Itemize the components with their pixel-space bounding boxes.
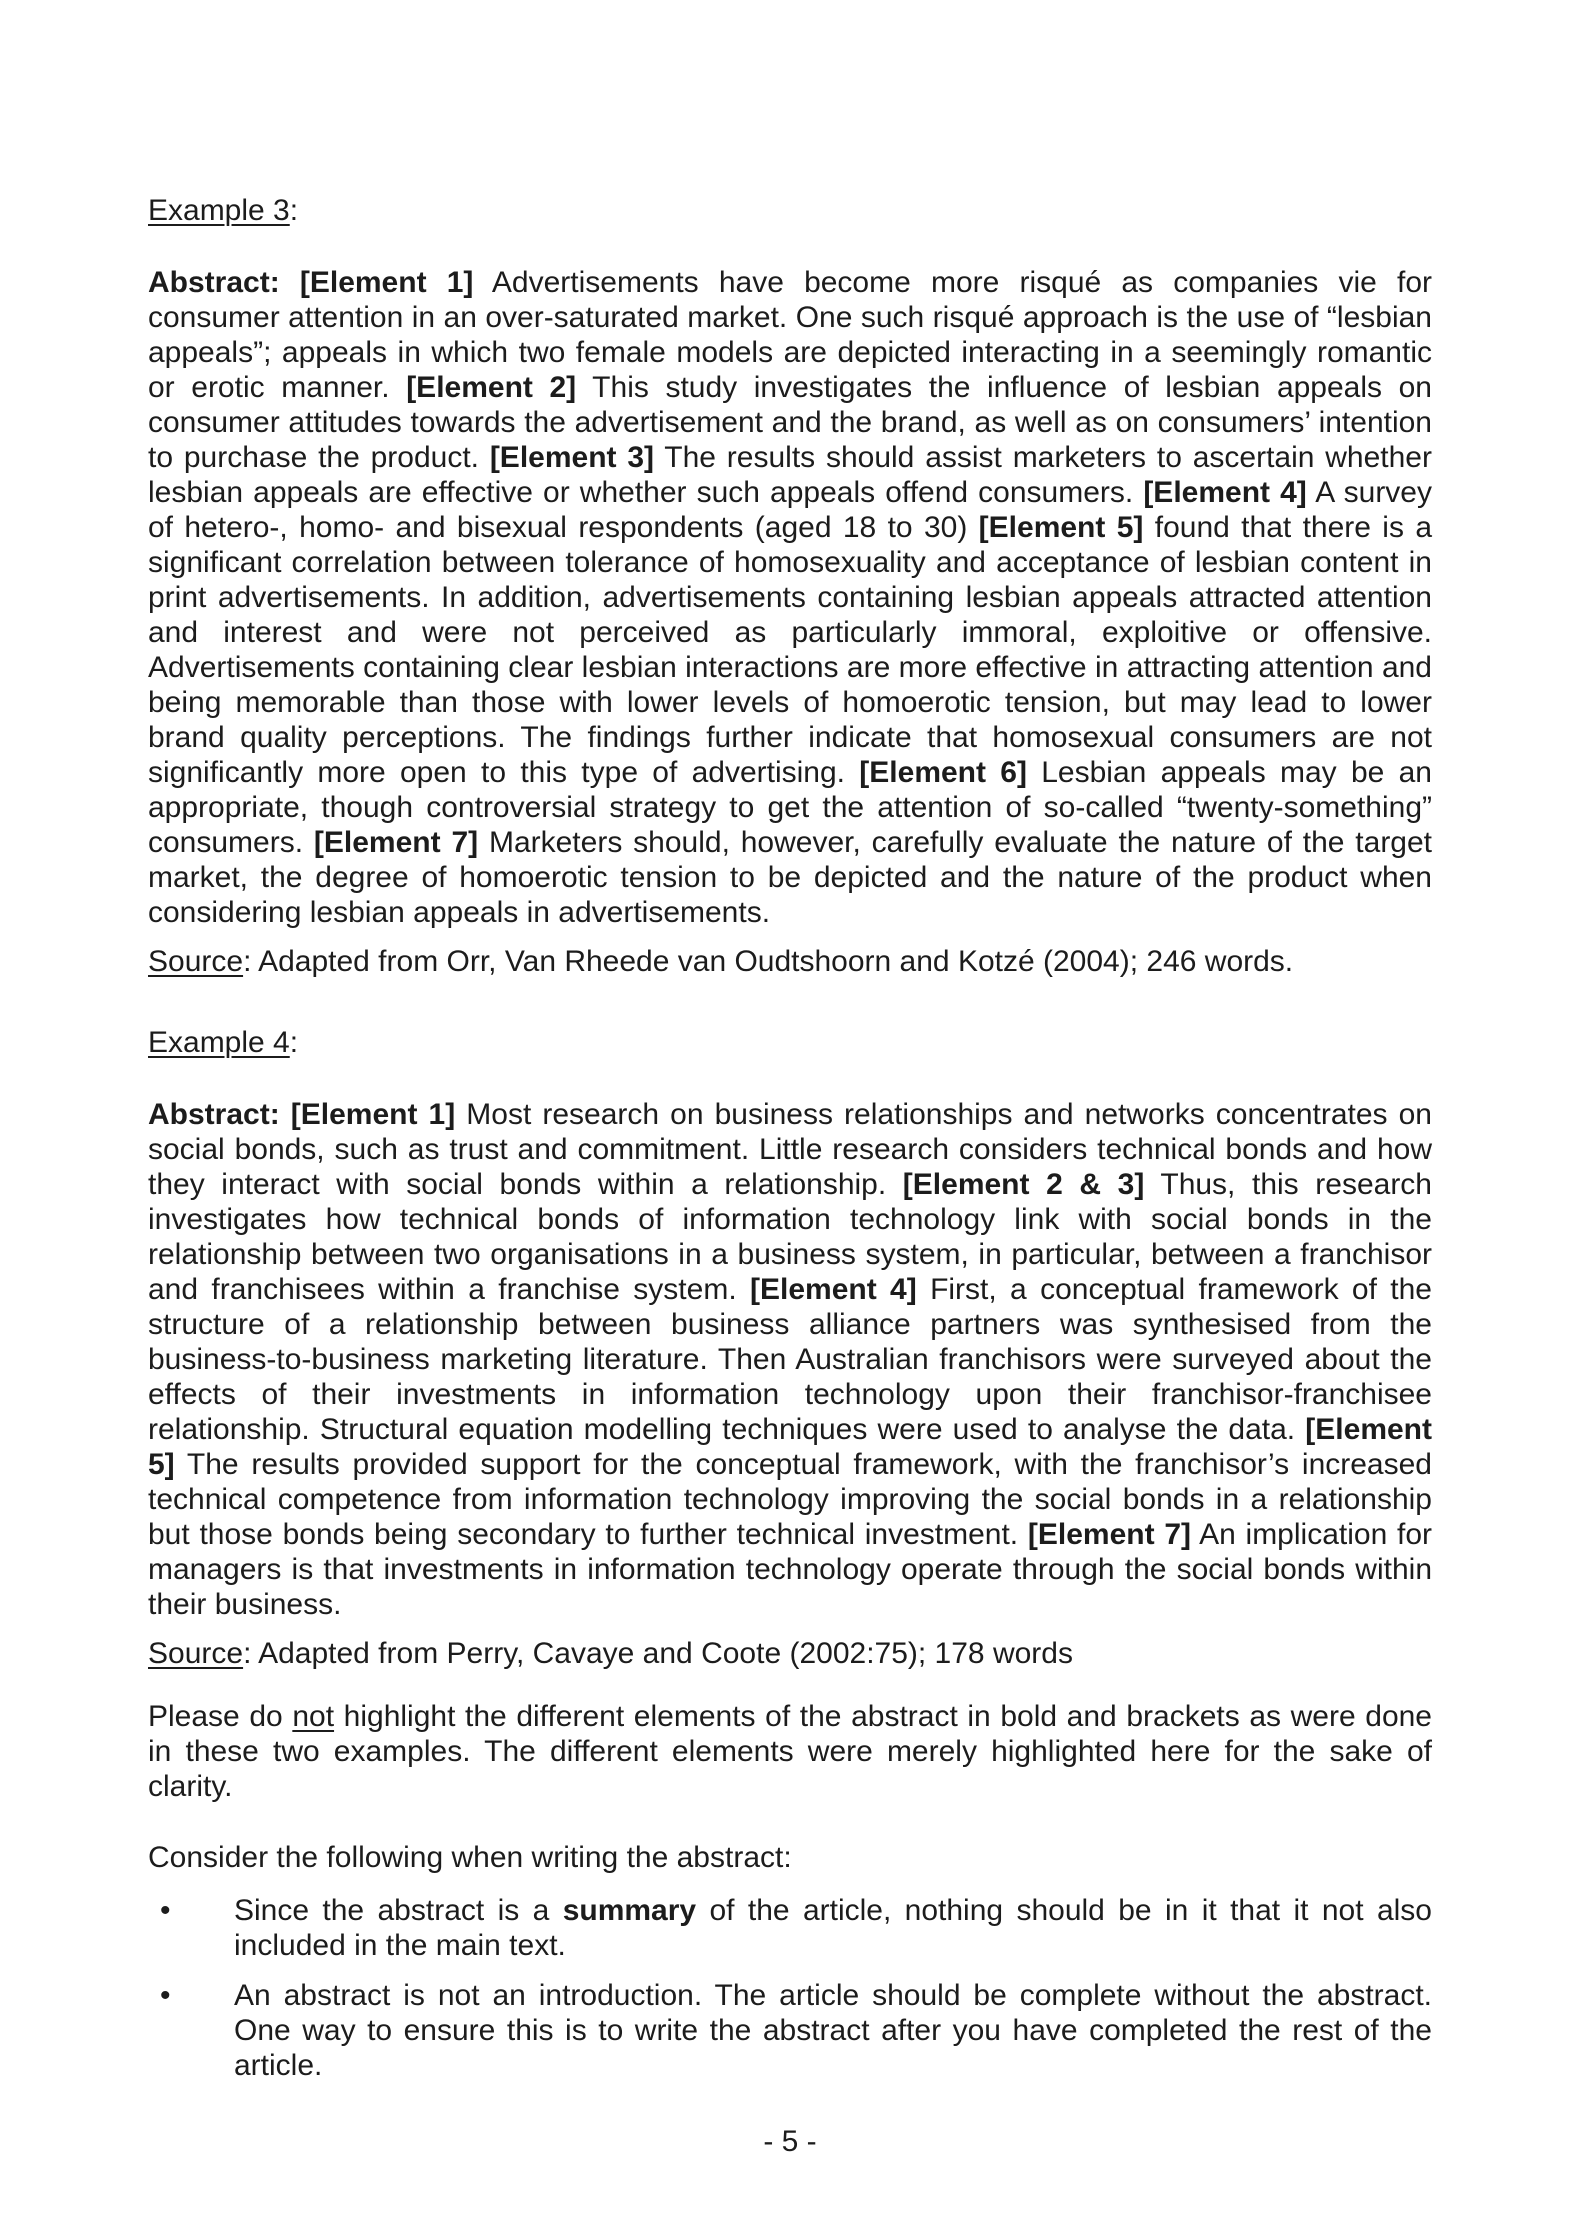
bullet-text: Since the abstract is a summary of the article, nothing should be in it that it not also included in the main text. xyxy=(234,1894,1432,1962)
page-number: - 5 - xyxy=(763,2125,817,2158)
example-3-heading: Example 3: xyxy=(148,194,299,227)
bullet-text: An abstract is not an introduction. The article should be complete without the abstract. One way to ensure this is to write the abstract after you have completed the rest of the article. xyxy=(234,1979,1432,2082)
bullet-marker: • xyxy=(160,1894,171,1927)
bullet-marker: • xyxy=(160,1979,171,2012)
bullet-item-not-introduction xyxy=(148,1978,1432,2083)
example-4-heading: Example 4: xyxy=(148,1026,299,1059)
note-paragraph: Please do not highlight the different elements of the abstract in bold and brackets as were done in these two examples. The different elements were merely highlighted here for the sake of clarity. xyxy=(148,1700,1432,1803)
example-4-abstract-paragraph: Abstract: [Element 1] Most research on business relationships and networks concentrates on social bonds, such as trust and commitment. Little research considers technical bonds and how they interact with social bonds within a relationship. [Element 2 & 3] Thus, this research investigates how technical bonds of information technology link with social bonds in the relationship between two organisations in a business system, in particular, between a franchisor and franchisees within a franchise system. [Element 4] First, a conceptual framework of the structure of a relationship between business alliance partners was synthesised from the business-to-business marketing literature. Then Australian franchisors were surveyed about the effects of their investments in information technology upon their franchisor-franchisee relationship. Structural equation modelling techniques were used to analyse the data. [Element 5] The results provided support for the conceptual framework, with the franchisor’s increased technical competence from information technology improving the social bonds in a relationship but those bonds being secondary to further technical investment. [Element 7] An implication for managers is that investments in information technology operate through the social bonds within their business. xyxy=(148,1098,1433,1621)
bullet-item-summary xyxy=(148,1893,1432,1963)
consider-intro-line: Consider the following when writing the abstract: xyxy=(148,1841,792,1874)
example-3-source-line: Source: Adapted from Orr, Van Rheede van Oudtshoorn and Kotzé (2004); 246 words. xyxy=(148,945,1294,978)
example-4-source-line: Source: Adapted from Perry, Cavaye and Coote (2002:75); 178 words xyxy=(148,1637,1073,1670)
example-3-abstract-paragraph: Abstract: [Element 1] Advertisements have become more risqué as companies vie for consumer attention in an over-saturated market. One such risqué approach is the use of “lesbian appeals”; appeals in which two female models are depicted interacting in a seemingly romantic or erotic manner. [Element 2] This study investigates the influence of lesbian appeals on consumer attitudes towards the advertisement and the brand, as well as on consumers’ intention to purchase the product. [Element 3] The results should assist marketers to ascertain whether lesbian appeals are effective or whether such appeals offend consumers. [Element 4] A survey of hetero-, homo- and bisexual respondents (aged 18 to 30) [Element 5] found that there is a significant correlation between tolerance of homosexuality and acceptance of lesbian content in print advertisements. In addition, advertisements containing lesbian appeals attracted attention and interest and were not perceived as particularly immoral, exploitive or offensive. Advertisements containing clear lesbian interactions are more effective in attracting attention and being memorable than those with lower levels of homoerotic tension, but may lead to lower brand quality perceptions. The findings further indicate that homosexual consumers are not significantly more open to this type of advertising. [Element 6] Lesbian appeals may be an appropriate, though controversial strategy to get the attention of so-called “twenty-something” consumers. [Element 7] Marketers should, however, carefully evaluate the nature of the target market, the degree of homoerotic tension to be depicted and the nature of the product when considering lesbian appeals in advertisements. xyxy=(148,266,1433,929)
page-footer xyxy=(148,2124,1432,2159)
